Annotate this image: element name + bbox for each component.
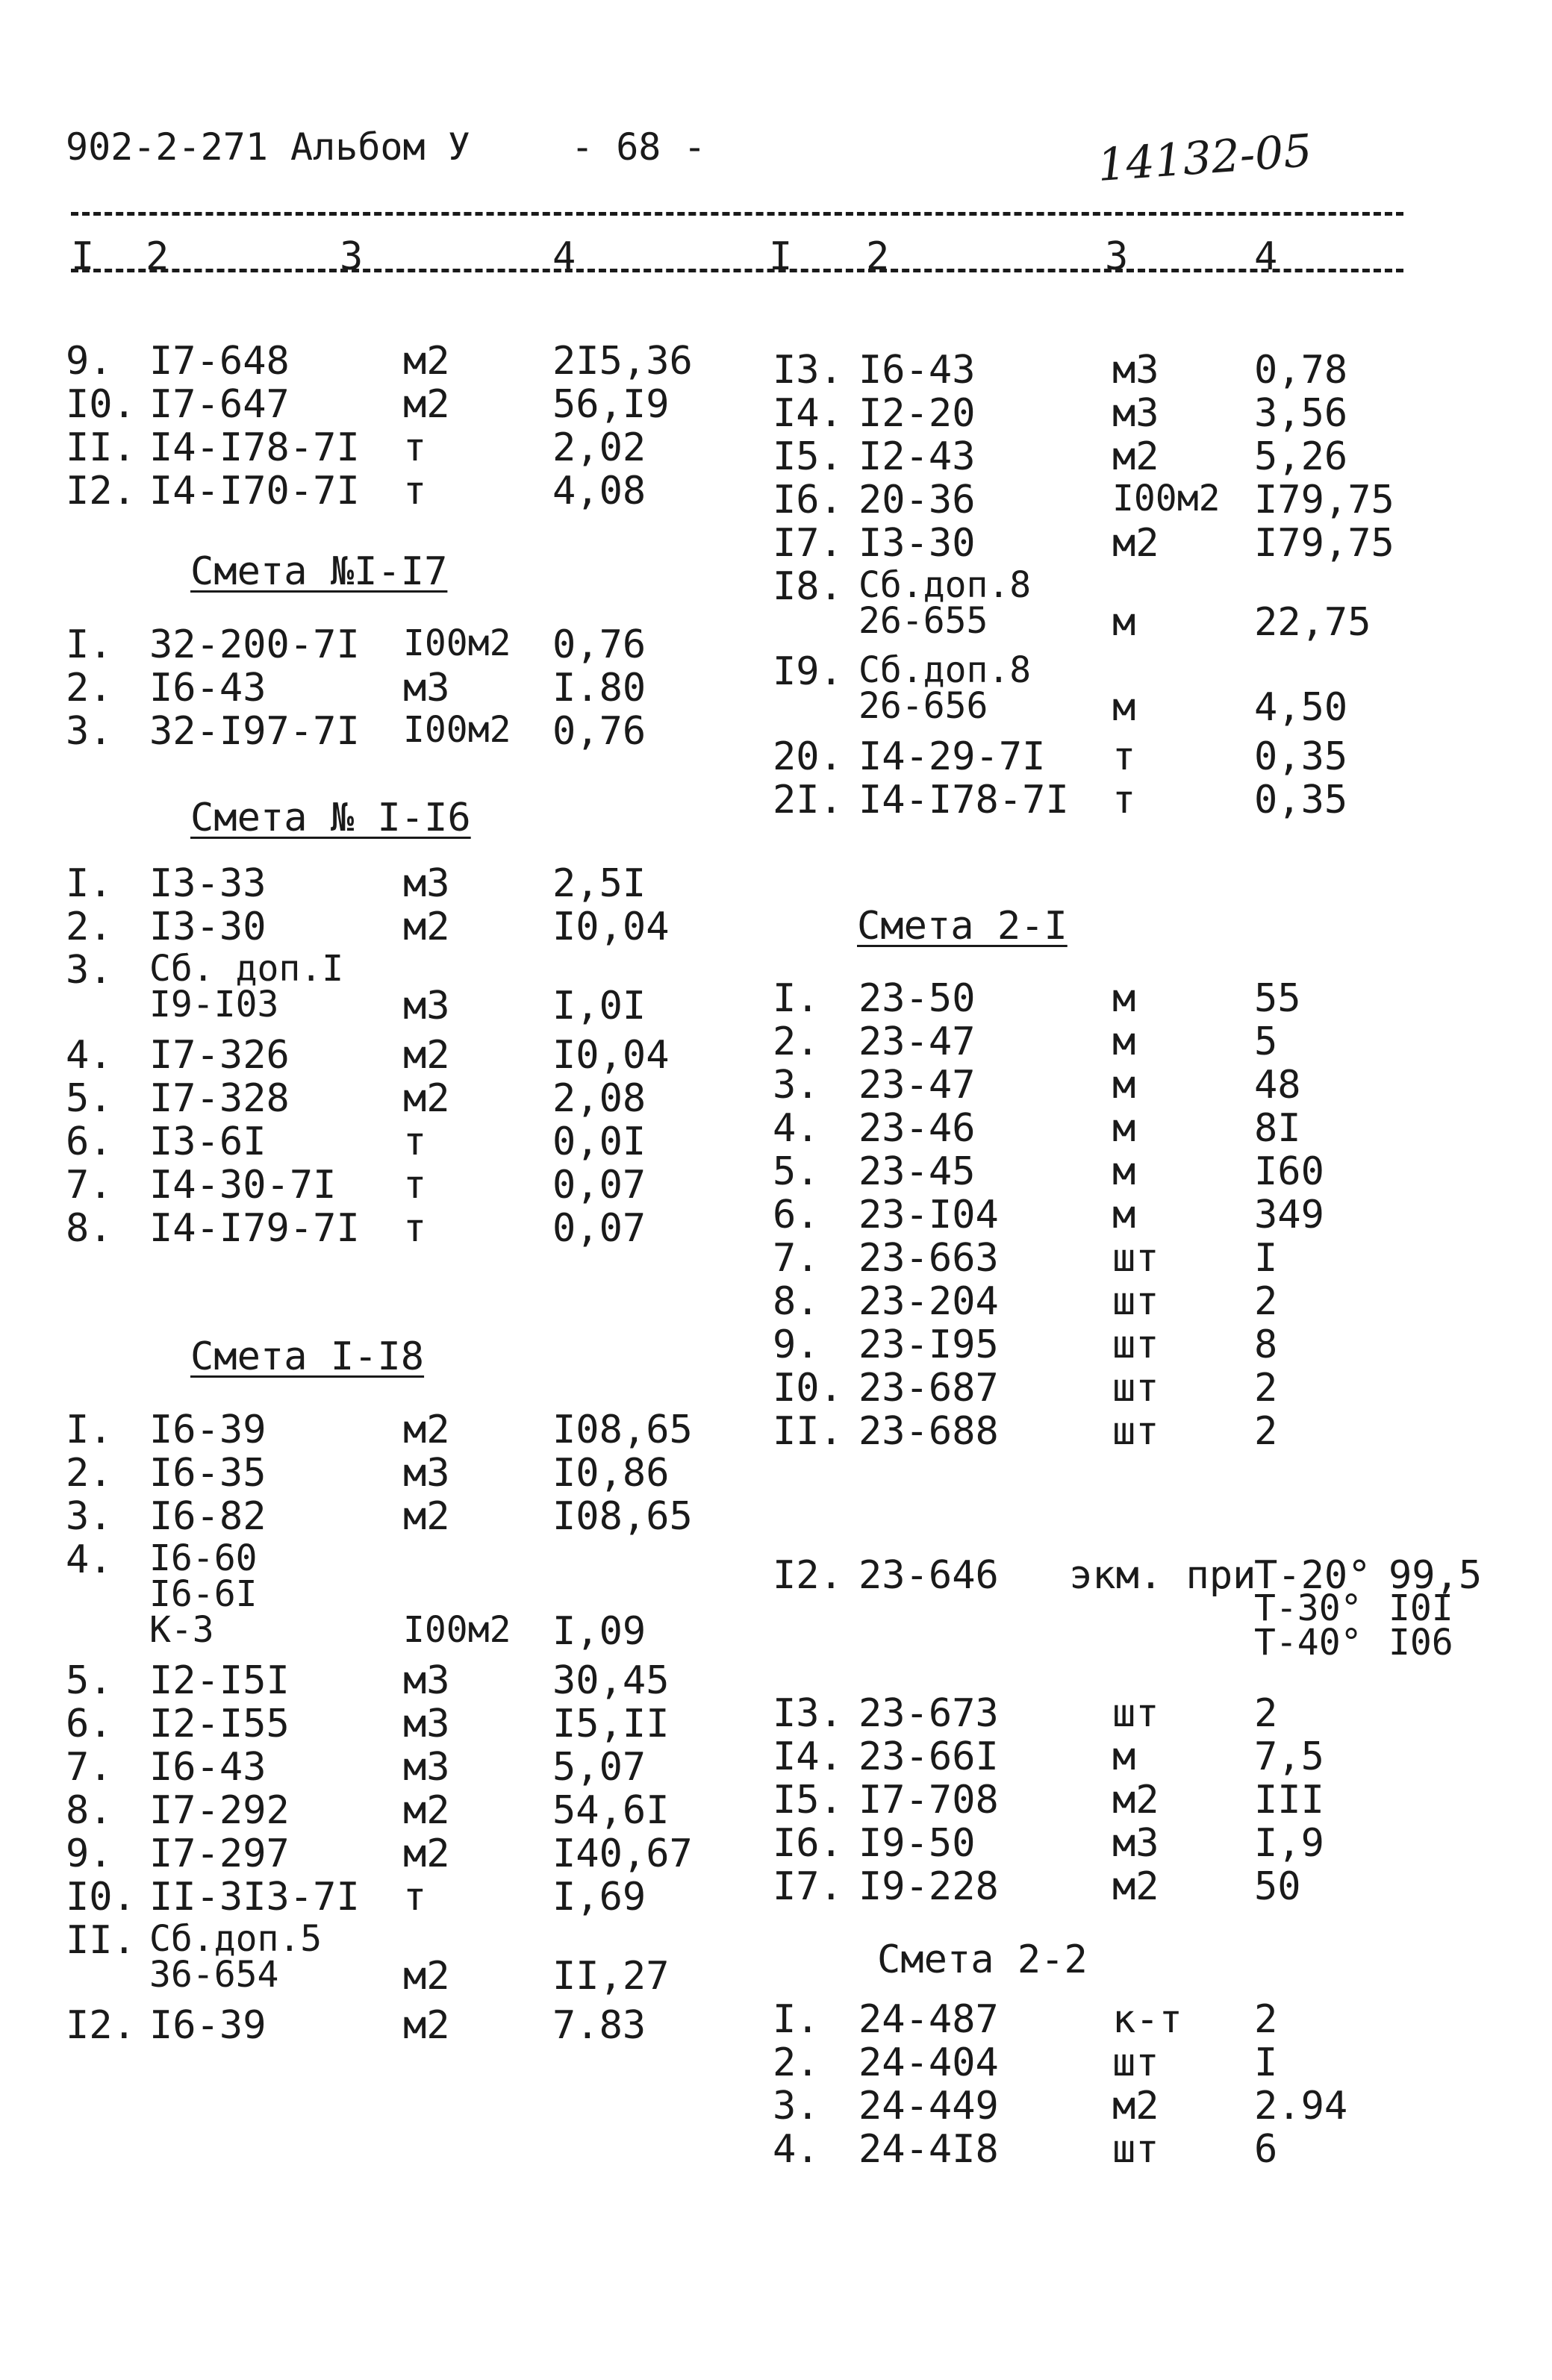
row-number: I6. (773, 478, 843, 522)
row-value: I,0I (552, 984, 646, 1028)
row-code: I2-20 (858, 391, 976, 436)
row-value: 2,5I (552, 861, 646, 906)
row-value: 0,0I (552, 1119, 646, 1164)
row-value: I (1254, 1236, 1278, 1281)
row-number: I2. (66, 469, 136, 513)
row-code: I3-33 (149, 861, 267, 906)
row-value: 22,75 (1254, 600, 1371, 645)
row-code: I4-I70-7I (149, 469, 360, 513)
row-code: 36-654 (149, 1954, 279, 1996)
row-code: 23-45 (858, 1149, 976, 1194)
row-code: I6-39 (149, 1408, 267, 1452)
row-value: I06 (1389, 1622, 1453, 1664)
row-value: 8 (1254, 1322, 1278, 1367)
row-code: Сб.доп.8 (858, 564, 1032, 606)
row-unit: м2 (403, 1954, 450, 1999)
row-code: I9-I03 (149, 984, 279, 1025)
row-number: I. (773, 1997, 820, 2042)
column-header-label: I (71, 234, 95, 279)
row-condition: Т-40° (1254, 1622, 1362, 1664)
row-value: I,09 (552, 1609, 646, 1654)
row-value: 2,02 (552, 425, 646, 470)
column-header-label: 2 (866, 234, 890, 279)
row-condition: Т-30° (1254, 1587, 1362, 1629)
row-unit: м2 (403, 382, 450, 427)
row-number: I3. (773, 1691, 843, 1736)
row-number: I0. (66, 382, 136, 427)
row-value: 8I (1254, 1106, 1301, 1151)
row-unit: м2 (1112, 434, 1159, 479)
row-code: 32-I97-7I (149, 709, 360, 754)
row-number: II. (773, 1409, 843, 1454)
row-unit: шт (1112, 1322, 1159, 1367)
row-number: 8. (773, 1279, 820, 1324)
row-value: 55 (1254, 976, 1301, 1021)
row-code: 23-673 (858, 1691, 999, 1736)
row-unit: т (1112, 734, 1136, 779)
row-unit: м2 (403, 1831, 450, 1876)
row-code: I7-708 (858, 1778, 999, 1823)
row-number: 9. (66, 339, 113, 384)
row-number: I5. (773, 434, 843, 479)
row-unit: к-т (1112, 1997, 1182, 2042)
row-unit: м2 (403, 1788, 450, 1833)
row-number: I0. (773, 1366, 843, 1411)
row-value: 5,07 (552, 1745, 646, 1790)
document-code: 902-2-271 Альбом У (66, 125, 470, 169)
row-unit: шт (1112, 1691, 1159, 1736)
row-unit: м2 (403, 905, 450, 949)
row-code: I4-I79-7I (149, 1206, 360, 1251)
row-value: 2 (1254, 1691, 1278, 1736)
row-unit: м (1112, 1734, 1136, 1779)
row-number: 7. (66, 1745, 113, 1790)
row-code: I2-43 (858, 434, 976, 479)
column-header-label: 3 (340, 234, 364, 279)
row-value: I5,II (552, 1702, 670, 1746)
row-code: I6-39 (149, 2003, 267, 2048)
row-unit: м2 (403, 1408, 450, 1452)
row-code: 23-I04 (858, 1193, 999, 1237)
column-header-label: I (769, 234, 793, 279)
row-unit: м (1112, 1193, 1136, 1237)
row-unit: м2 (1112, 521, 1159, 566)
row-value: I0,04 (552, 1033, 670, 1078)
row-code: I4-I78-7I (858, 778, 1069, 822)
row-unit: шт (1112, 1279, 1159, 1324)
row-value: 0,35 (1254, 734, 1348, 779)
row-code: 23-663 (858, 1236, 999, 1281)
row-number: I5. (773, 1778, 843, 1823)
row-code: I7-297 (149, 1831, 290, 1876)
row-number: I. (773, 976, 820, 1021)
row-number: 2I. (773, 778, 843, 822)
row-unit: м3 (1112, 1821, 1159, 1866)
row-number: I. (66, 622, 113, 667)
row-code: I6-35 (149, 1451, 267, 1496)
column-header-label: 4 (1254, 234, 1278, 279)
row-number: I6. (773, 1821, 843, 1866)
row-number: 4. (773, 1106, 820, 1151)
row-code: 23-687 (858, 1366, 999, 1411)
row-value: 2 (1254, 1279, 1278, 1324)
row-value: III (1254, 1778, 1324, 1823)
row-value: I40,67 (552, 1831, 693, 1876)
row-value: 0,78 (1254, 348, 1348, 393)
row-unit: м (1112, 600, 1136, 645)
row-value: I79,75 (1254, 521, 1394, 566)
row-number: I2. (773, 1553, 843, 1598)
row-number: 2. (773, 1019, 820, 1064)
row-code: I3-30 (149, 905, 267, 949)
row-number: 6. (66, 1702, 113, 1746)
row-unit: I00м2 (403, 622, 511, 664)
column-header-label: 2 (146, 234, 169, 279)
row-code: 26-656 (858, 685, 988, 727)
row-unit: м3 (403, 984, 450, 1028)
column-header-dashed-rule (71, 269, 1403, 272)
row-value: 2.94 (1254, 2084, 1348, 2128)
header-dashed-rule (71, 212, 1403, 216)
row-value: I79,75 (1254, 478, 1394, 522)
column-header-label: 3 (1105, 234, 1129, 279)
row-value: 5,26 (1254, 434, 1348, 479)
row-number: I7. (773, 1864, 843, 1909)
row-code: 23-47 (858, 1019, 976, 1064)
row-unit: м3 (1112, 348, 1159, 393)
row-number: 20. (773, 734, 843, 779)
row-unit: экм. при (1069, 1553, 1256, 1598)
row-unit: т (403, 1206, 427, 1251)
row-code: 23-688 (858, 1409, 999, 1454)
row-code: I6-60 (149, 1537, 258, 1579)
row-unit: м (1112, 1063, 1136, 1108)
row-number: 8. (66, 1788, 113, 1833)
row-number: 2. (66, 905, 113, 949)
row-value: 2 (1254, 1366, 1278, 1411)
row-value: 5 (1254, 1019, 1278, 1064)
row-value: 2I5,36 (552, 339, 693, 384)
row-unit: м3 (403, 861, 450, 906)
row-code: I6-43 (858, 348, 976, 393)
row-unit: т (403, 469, 427, 513)
row-code: I9-228 (858, 1864, 999, 1909)
row-code: I6-43 (149, 666, 267, 710)
row-number: 2. (773, 2040, 820, 2085)
row-number: I9. (773, 649, 843, 694)
row-value: 99,5 (1389, 1553, 1483, 1598)
column-header-label: 4 (552, 234, 576, 279)
row-code: Сб.доп.8 (858, 649, 1032, 691)
row-unit: м2 (1112, 1864, 1159, 1909)
row-condition: Т-20° (1254, 1553, 1371, 1598)
row-code: I4-29-7I (858, 734, 1046, 779)
row-code: I4-30-7I (149, 1163, 337, 1208)
row-code: 23-646 (858, 1553, 999, 1598)
row-value: 0,35 (1254, 778, 1348, 822)
row-code: I6-82 (149, 1494, 267, 1539)
row-number: 4. (773, 2127, 820, 2172)
row-value: 0,76 (552, 622, 646, 667)
row-number: 5. (773, 1149, 820, 1194)
row-unit: м2 (1112, 2084, 1159, 2128)
row-value: 349 (1254, 1193, 1324, 1237)
row-number: 6. (773, 1193, 820, 1237)
row-value: 0,07 (552, 1206, 646, 1251)
row-value: 2 (1254, 1997, 1278, 2042)
row-number: 9. (773, 1322, 820, 1367)
row-code: 24-449 (858, 2084, 999, 2128)
page-number: - 68 - (571, 125, 706, 169)
row-unit: шт (1112, 2127, 1159, 2172)
row-value: II,27 (552, 1954, 670, 1999)
row-unit: т (403, 1875, 427, 1920)
row-number: 3. (66, 948, 113, 993)
row-number: 3. (66, 1494, 113, 1539)
row-unit: м (1112, 685, 1136, 730)
row-value: I,69 (552, 1875, 646, 1920)
row-value: 0,76 (552, 709, 646, 754)
row-code: Сб.доп.5 (149, 1918, 322, 1960)
row-value: 2,08 (552, 1076, 646, 1121)
row-number: 3. (773, 1063, 820, 1108)
row-code: I7-648 (149, 339, 290, 384)
row-unit: т (1112, 778, 1136, 822)
row-number: I. (66, 1408, 113, 1452)
row-number: 8. (66, 1206, 113, 1251)
row-code: I7-647 (149, 382, 290, 427)
row-code: I7-292 (149, 1788, 290, 1833)
row-code: I2-I5I (149, 1658, 290, 1703)
row-unit: м (1112, 1106, 1136, 1151)
row-value: 2 (1254, 1409, 1278, 1454)
row-unit: шт (1112, 1409, 1159, 1454)
row-number: 5. (66, 1076, 113, 1121)
row-unit: I00м2 (403, 709, 511, 751)
row-value: 50 (1254, 1864, 1301, 1909)
row-number: II. (66, 1918, 136, 1963)
row-unit: м3 (403, 1451, 450, 1496)
row-unit: м3 (403, 666, 450, 710)
row-number: 7. (66, 1163, 113, 1208)
row-number: I4. (773, 1734, 843, 1779)
row-code: 24-404 (858, 2040, 999, 2085)
row-code: I6-43 (149, 1745, 267, 1790)
row-value: I,9 (1254, 1821, 1324, 1866)
row-number: 3. (66, 709, 113, 754)
row-value: I08,65 (552, 1494, 693, 1539)
row-unit: м2 (403, 1033, 450, 1078)
row-code: 20-36 (858, 478, 976, 522)
row-number: I7. (773, 521, 843, 566)
row-number: 9. (66, 1831, 113, 1876)
row-code: I6-6I (149, 1573, 258, 1615)
row-number: 2. (66, 666, 113, 710)
row-code: I3-30 (858, 521, 976, 566)
row-code: 24-487 (858, 1997, 999, 2042)
row-number: I8. (773, 564, 843, 609)
row-number: 2. (66, 1451, 113, 1496)
row-number: 3. (773, 2084, 820, 2128)
row-code: 23-66I (858, 1734, 999, 1779)
row-code: 26-655 (858, 600, 988, 642)
row-unit: шт (1112, 1236, 1159, 1281)
section-title: Смета 2-2 (877, 1937, 1088, 1982)
row-unit: т (403, 425, 427, 470)
section-title: Смета 2-I (857, 904, 1068, 949)
row-code: 23-I95 (858, 1322, 999, 1367)
row-unit: м (1112, 1149, 1136, 1194)
row-value: I0I (1389, 1587, 1453, 1629)
row-code: 23-46 (858, 1106, 976, 1151)
row-number: I0. (66, 1875, 136, 1920)
row-value: I0,04 (552, 905, 670, 949)
row-unit: м (1112, 976, 1136, 1021)
row-value: I0,86 (552, 1451, 670, 1496)
row-number: I3. (773, 348, 843, 393)
row-code: 24-4I8 (858, 2127, 999, 2172)
row-number: I. (66, 861, 113, 906)
row-unit: шт (1112, 2040, 1159, 2085)
row-value: 0,07 (552, 1163, 646, 1208)
row-value: 54,6I (552, 1788, 670, 1833)
row-code: I2-I55 (149, 1702, 290, 1746)
row-unit: м (1112, 1019, 1136, 1064)
row-unit: шт (1112, 1366, 1159, 1411)
row-number: II. (66, 425, 136, 470)
row-unit: м2 (403, 339, 450, 384)
row-value: 4,50 (1254, 685, 1348, 730)
row-code: Сб. доп.I (149, 948, 344, 990)
row-value: 6 (1254, 2127, 1278, 2172)
row-number: 6. (66, 1119, 113, 1164)
row-unit: м2 (1112, 1778, 1159, 1823)
row-value: I.80 (552, 666, 646, 710)
row-value: I (1254, 2040, 1278, 2085)
row-unit: м3 (403, 1702, 450, 1746)
row-unit: т (403, 1163, 427, 1208)
row-value: 4,08 (552, 469, 646, 513)
row-number: I2. (66, 2003, 136, 2048)
row-unit: м2 (403, 2003, 450, 2048)
row-value: 7,5 (1254, 1734, 1324, 1779)
row-number: 5. (66, 1658, 113, 1703)
row-code: 23-50 (858, 976, 976, 1021)
row-value: I08,65 (552, 1408, 693, 1452)
row-unit: I00м2 (403, 1609, 511, 1651)
section-title: Смета I-I8 (190, 1334, 425, 1379)
row-unit: т (403, 1119, 427, 1164)
handwritten-number: 14132-05 (1095, 125, 1314, 192)
row-value: 48 (1254, 1063, 1301, 1108)
row-unit: м3 (1112, 391, 1159, 436)
row-code: II-3I3-7I (149, 1875, 360, 1920)
section-title: Смета №I-I7 (190, 549, 448, 594)
row-value: 56,I9 (552, 382, 670, 427)
section-title: Смета № I-I6 (190, 796, 471, 840)
row-code: 23-47 (858, 1063, 976, 1108)
row-code: 23-204 (858, 1279, 999, 1324)
row-value: 3,56 (1254, 391, 1348, 436)
row-unit: I00м2 (1112, 478, 1221, 519)
row-code: I7-328 (149, 1076, 290, 1121)
row-number: 4. (66, 1033, 113, 1078)
row-code: I3-6I (149, 1119, 267, 1164)
row-code: I7-326 (149, 1033, 290, 1078)
row-code: I9-50 (858, 1821, 976, 1866)
row-unit: м3 (403, 1745, 450, 1790)
row-code: 32-200-7I (149, 622, 360, 667)
row-value: 7.83 (552, 2003, 646, 2048)
row-unit: м2 (403, 1076, 450, 1121)
row-number: 7. (773, 1236, 820, 1281)
row-value: I60 (1254, 1149, 1324, 1194)
row-number: I4. (773, 391, 843, 436)
row-unit: м3 (403, 1658, 450, 1703)
row-unit: м2 (403, 1494, 450, 1539)
row-code: I4-I78-7I (149, 425, 360, 470)
row-value: 30,45 (552, 1658, 670, 1703)
row-code: К-3 (149, 1609, 214, 1651)
row-number: 4. (66, 1537, 113, 1582)
